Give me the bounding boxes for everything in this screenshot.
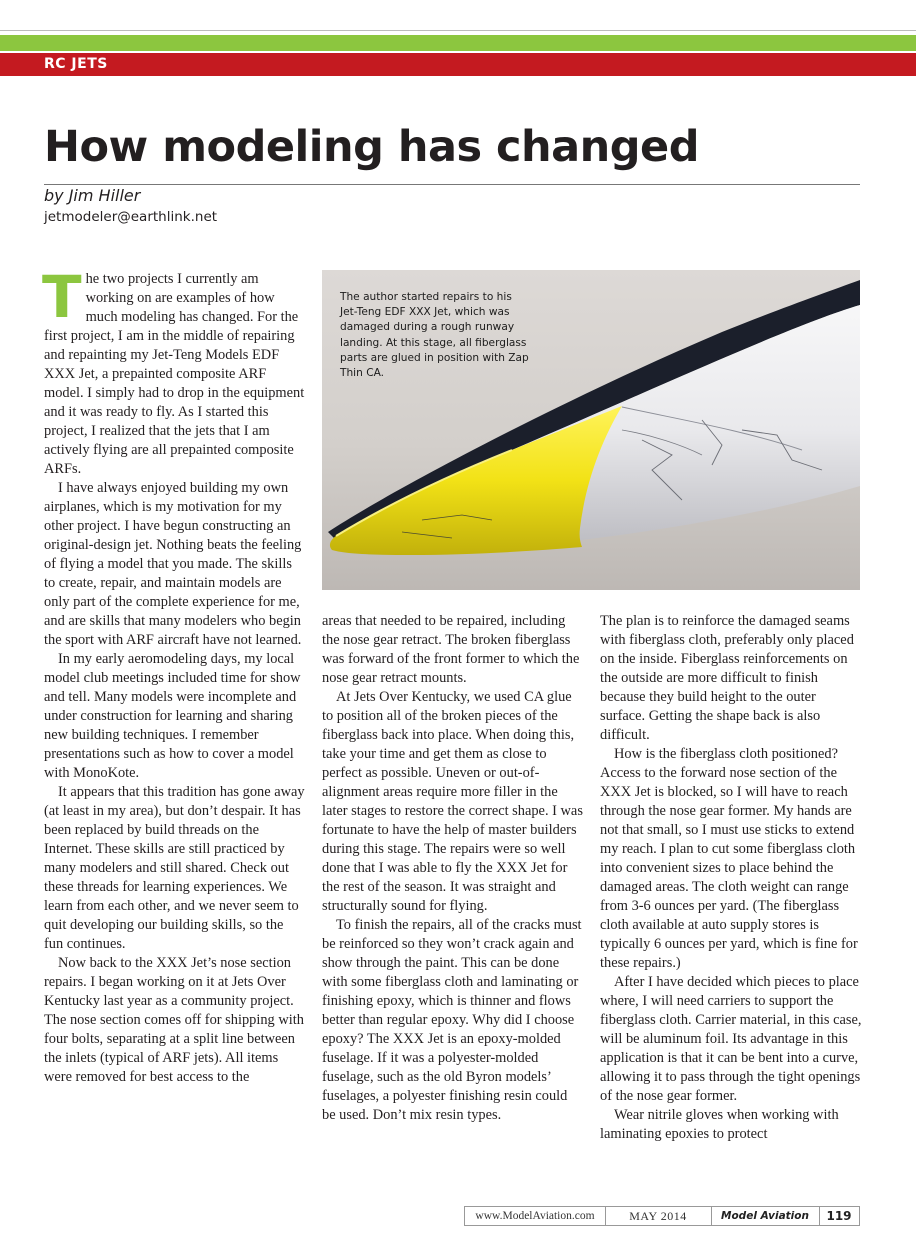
section-banner xyxy=(0,53,916,76)
paragraph: The plan is to reinforce the damaged seams with fiberglass cloth, preferably only placed on the inside. Fiberglass reinforcements on the outside are more difficult to finish because they build height to the outer surface. Getting the shape back is also difficult. xyxy=(600,613,854,743)
paragraph: Now back to the XXX Jet’s nose section repairs. I began working on it at Jets Over Kentucky last year as a community project. The nose section comes off for shipping with four bolts, separating at a split line between the inlets (typical of ARF jets). All items were removed for best access to the xyxy=(44,955,304,1085)
footer-magazine-name: Model Aviation xyxy=(711,1207,820,1225)
paragraph: How is the fiberglass cloth positioned? Access to the forward nose section of the XXX Jet is blocked, so I will have to reach through the nose gear former. My hands are not that small, so I must use sticks to extend my reach. I plan to cut some fiberglass cloth into convenient sizes to place behind the damaged areas. The cloth weight can range from 3-6 ounces per yard. (The fiberglass cloth available at auto supply stores is typically 6 ounces per yard, which is fine for these repairs.) xyxy=(600,746,858,971)
photo-caption: The author started repairs to his Jet-Teng EDF XXX Jet, which was damaged during a rough runway landing. At this stage, all fiberglass parts are glued in position with Zap Thin CA. xyxy=(340,291,529,380)
footer-issue-date: MAY 2014 xyxy=(605,1207,712,1225)
paragraph: I have always enjoyed building my own airplanes, which is my motivation for my other project. I have begun constructing an original-design jet. Nothing beats the feeling of flying a model that you made. The skills to create, repair, and maintain models are only part of the complete experience for me, and are skills that many modelers who begin the sport with ARF aircraft have not learned. xyxy=(44,480,302,648)
drop-cap: T xyxy=(42,263,82,331)
paragraph: After I have decided which pieces to place where, I will need carriers to support the fiberglass cloth. Carrier material, in this case, will be aluminum foil. Its advantage in this application is that it can be bent into a curve, allowing it to pass through the tight openings of the nose gear former. xyxy=(600,974,862,1104)
byline: by Jim Hiller xyxy=(44,186,141,205)
paragraph: At Jets Over Kentucky, we used CA glue to position all of the broken pieces of the fiberglass back into place. When doing this, take your time and get them as close to perfect as possible. Uneven or out-of-alignment areas require more filler in the later stages to restore the correct shape. I was fortunate to have the help of master builders during this stage. The repairs were so well done that I was able to fly the XXX Jet for the rest of the season. It was straight and structurally sound for flying. xyxy=(322,689,583,914)
paragraph: It appears that this tradition has gone away (at least in my area), but don’t despair. It has been replaced by build threads on the Internet. These skills are still practiced by many modelers and still shared. Check out these threads for learning experiences. We learn from each other, and we never seem to quit developing our building skills, so the fun continues. xyxy=(44,784,305,952)
paragraph: To finish the repairs, all of the cracks must be reinforced so they won’t crack again and show through the paint. This can be done with some fiberglass cloth and laminating or finishing epoxy, which is thinner and flows better than regular epoxy. Why did I choose epoxy? The XXX Jet is an epoxy-molded fuselage. If it was a polyester-molded fuselage, such as the old Byron models’ fuselages, a polyester finishing resin could be used. Don’t mix resin types. xyxy=(322,917,582,1123)
page-footer xyxy=(464,1206,860,1226)
paragraph: Wear nitrile gloves when working with laminating epoxies to protect xyxy=(600,1107,839,1142)
green-accent-bar xyxy=(0,35,916,51)
footer-website-link[interactable]: www.ModelAviation.com xyxy=(465,1207,606,1225)
body-column-3 xyxy=(600,612,862,1144)
footer-page-number: 119 xyxy=(826,1209,852,1223)
body-column-2 xyxy=(322,612,584,1125)
title-rule xyxy=(44,184,860,185)
body-column-1 xyxy=(42,263,306,1087)
jet-nose-photo xyxy=(322,270,860,590)
author-email[interactable]: jetmodeler@earthlink.net xyxy=(44,209,218,225)
top-rule xyxy=(0,30,916,31)
paragraph: areas that needed to be repaired, including the nose gear retract. The broken fiberglass was forward of the front former to which the nose gear retract mounts. xyxy=(322,613,580,686)
paragraph: he two projects I currently am working on are examples of how much modeling has changed. For the first project, I am in the middle of repairing and repainting my Jet-Teng Models EDF XXX Jet, a prepainted composite ARF model. I simply had to drop in the equipment and it was ready to fly. As I started this project, I realized that the jets that I am actively flying are all prepainted composite ARFs. xyxy=(44,271,305,477)
section-label: RC JETS xyxy=(44,56,108,72)
article-title: How modeling has changed xyxy=(44,122,700,172)
paragraph: In my early aeromodeling days, my local model club meetings included time for show and tell. Many models were incomplete and under construction for learning and sharing new building techniques. I remember presentations such as how to cover a model with MonoKote. xyxy=(44,651,301,781)
